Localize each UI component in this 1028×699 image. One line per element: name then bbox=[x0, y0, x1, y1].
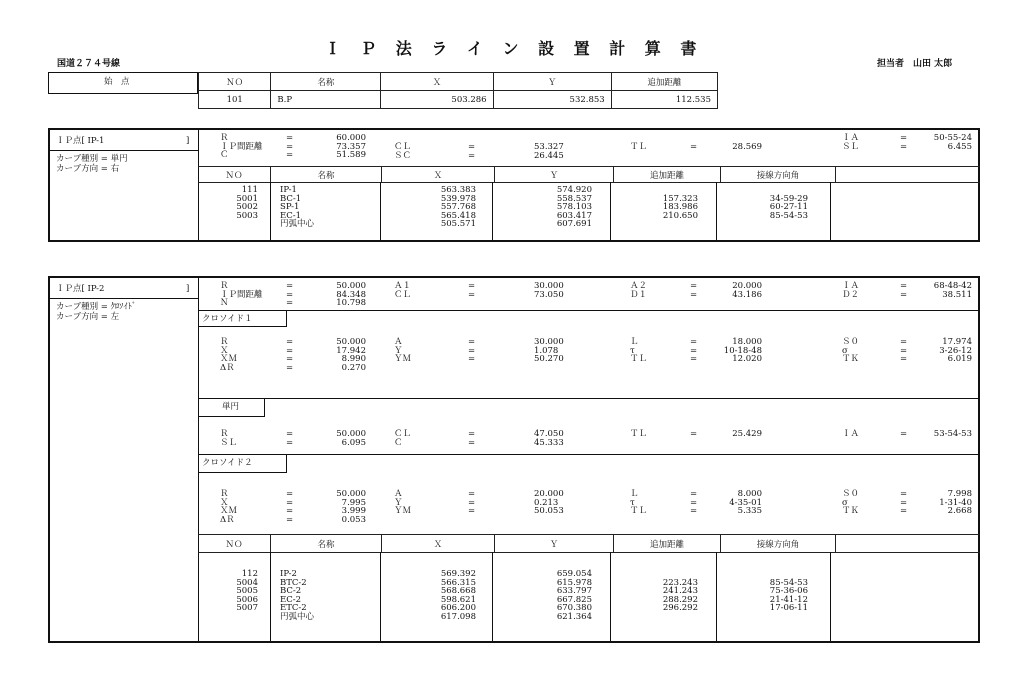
circle-eq4: = bbox=[900, 429, 908, 439]
ip2-labels2: Ａ１ ＣＬ bbox=[394, 281, 412, 300]
circle-labels2: ＣＬ Ｃ bbox=[394, 429, 412, 448]
ip1-col-blank bbox=[836, 167, 981, 183]
clothoid2-eq4: = = = bbox=[900, 489, 908, 517]
clothoid2-vals4: 7.998 1-31-40 2.668 bbox=[939, 489, 972, 517]
ip1-title: ＩＰ点[ IP-1 bbox=[56, 136, 105, 146]
start-y: 532.853 bbox=[493, 91, 611, 109]
ip2-col-dist: 追加距離 bbox=[614, 535, 721, 553]
ip1-vals3: 28.569 bbox=[732, 142, 762, 152]
ip1-col-dist: 追加距離 bbox=[614, 167, 721, 183]
clothoid1-labels4: Ｓ０ σ ＴＫ bbox=[842, 337, 860, 365]
ip2-data-x: 569.392 566.315 568.668 598.621 606.200 617.098 bbox=[440, 569, 476, 622]
circle-vals3: 25.429 bbox=[732, 429, 762, 439]
person-in-charge: 担当者 山田 太郎 bbox=[877, 59, 953, 69]
clothoid2-eq2: = = = bbox=[468, 489, 476, 517]
circle-labels1: Ｒ ＳＬ bbox=[220, 429, 238, 448]
clothoid2-vals1: 50.000 7.995 3.999 0.053 bbox=[336, 489, 366, 525]
ip1-col-name: 名称 bbox=[271, 167, 382, 183]
col-name: 名称 bbox=[271, 73, 381, 91]
ip2-col-no: ＮＯ bbox=[198, 535, 271, 553]
ip1-labels1: Ｒ ＩＰ間距離 Ｃ bbox=[220, 133, 263, 161]
ip1-labels4: ＩＡ ＳＬ bbox=[842, 133, 860, 152]
ip1-vals2: 53.327 26.445 bbox=[534, 142, 564, 161]
route-name: 国道２７４号線 bbox=[57, 59, 121, 69]
clothoid2-labels3: Ｌ τ ＴＬ bbox=[630, 489, 648, 517]
col-x: Ｘ bbox=[381, 73, 493, 91]
ip1-section bbox=[48, 128, 980, 242]
start-label: 始 点 bbox=[104, 77, 130, 87]
col-dist: 追加距離 bbox=[611, 73, 717, 91]
start-table bbox=[198, 72, 718, 109]
ip2-col-angle: 接線方向角 bbox=[721, 535, 836, 553]
start-x: 503.286 bbox=[381, 91, 493, 109]
ip2-vals3: 20.000 43.186 bbox=[732, 281, 762, 300]
ip2-curve-dir: カーブ方向 = 左 bbox=[56, 312, 120, 322]
clothoid1-vals1: 50.000 17.942 8.990 0.270 bbox=[336, 337, 366, 373]
ip2-vals1: 50.000 84.348 10.798 bbox=[336, 281, 366, 309]
clothoid1-vals3: 18.000 10-18-48 12.020 bbox=[723, 337, 762, 365]
clothoid1-vals4: 17.974 3-26-12 6.019 bbox=[939, 337, 972, 365]
ip1-labels3: ＴＬ bbox=[630, 142, 648, 152]
ip2-eq2: = = bbox=[468, 281, 476, 300]
clothoid2-labels2: Ａ Ｙ ＹＭ bbox=[394, 489, 412, 517]
ip1-col-x: Ｘ bbox=[382, 167, 495, 183]
col-no: ＮＯ bbox=[199, 73, 271, 91]
start-label-box bbox=[48, 72, 198, 94]
clothoid2-vals3: 8.000 4-35-01 5.335 bbox=[729, 489, 762, 517]
clothoid1-eq2: = = = bbox=[468, 337, 476, 365]
ip2-labels3: Ａ２ Ｄ１ bbox=[630, 281, 648, 300]
ip1-data-dist: 157.323 183.986 210.650 bbox=[662, 193, 698, 221]
clothoid2-eq1: = = = = bbox=[286, 489, 294, 525]
clothoid1-labels2: Ａ Ｙ ＹＭ bbox=[394, 337, 412, 365]
ip1-table-header bbox=[198, 166, 980, 183]
ip2-col-y: Ｙ bbox=[495, 535, 614, 553]
start-no: 101 bbox=[199, 91, 271, 109]
ip2-eq1: = = = bbox=[286, 281, 294, 309]
ip1-eq3: = bbox=[690, 142, 698, 152]
ip1-labels2: ＣＬ ＳＣ bbox=[394, 142, 412, 161]
ip1-title-bracket: ] bbox=[186, 136, 190, 146]
clothoid2-vals2: 20.000 0.213 50.053 bbox=[534, 489, 564, 517]
ip2-labels1: Ｒ ＩＰ間距離 Ｎ bbox=[220, 281, 263, 309]
ip2-curve-type: カーブ種別 = ｸﾛｿｲﾄﾞ bbox=[56, 302, 137, 312]
ip1-data-name: IP-1 BC-1 SP-1 EC-1 円弧中心 bbox=[280, 185, 315, 230]
start-name: B.P bbox=[271, 91, 381, 109]
circle-vals1: 50.000 6.095 bbox=[336, 429, 366, 448]
circle-eq3: = bbox=[690, 429, 698, 439]
ip2-col-name: 名称 bbox=[271, 535, 382, 553]
ip2-table-header bbox=[198, 534, 980, 553]
circle-labels3: ＴＬ bbox=[630, 429, 648, 439]
ip2-data-name: IP-2 BTC-2 BC-2 EC-2 ETC-2 円弧中心 bbox=[280, 569, 315, 622]
page-title: Ｉ Ｐ 法 ラ イ ン 設 置 計 算 書 bbox=[324, 39, 704, 58]
clothoid2-eq3: = = = bbox=[690, 489, 698, 517]
ip1-data-y: 574.920 558.537 578.103 603.417 607.691 bbox=[556, 185, 592, 230]
ip2-eq3: = = bbox=[690, 281, 698, 300]
ip2-title-bracket: ] bbox=[186, 284, 190, 294]
ip2-vals4: 68-48-42 38.511 bbox=[933, 281, 972, 300]
circle-eq1: = = bbox=[286, 429, 294, 448]
ip1-col-no: ＮＯ bbox=[198, 167, 271, 183]
ip1-col-angle: 接線方向角 bbox=[721, 167, 836, 183]
clothoid1-eq1: = = = = bbox=[286, 337, 294, 373]
circle-title: 単円 bbox=[222, 402, 240, 412]
ip2-data-y: 659.054 615.978 633.797 667.825 670.380 621.364 bbox=[556, 569, 592, 622]
ip2-col-blank bbox=[836, 535, 981, 553]
ip1-vals4: 50-55-24 6.455 bbox=[933, 133, 972, 152]
ip2-eq4: = = bbox=[900, 281, 908, 300]
start-dist: 112.535 bbox=[611, 91, 717, 109]
clothoid1-title: クロソイド１ bbox=[202, 314, 253, 324]
clothoid2-title: クロソイド２ bbox=[202, 458, 253, 468]
ip1-eq2: = = bbox=[468, 142, 476, 161]
clothoid1-eq4: = = = bbox=[900, 337, 908, 365]
clothoid2-labels4: Ｓ０ σ ＴＫ bbox=[842, 489, 860, 517]
ip1-eq1: = = = bbox=[286, 133, 294, 161]
circle-vals2: 47.050 45.333 bbox=[534, 429, 564, 448]
col-y: Ｙ bbox=[493, 73, 611, 91]
clothoid1-vals2: 30.000 1.078 50.270 bbox=[534, 337, 564, 365]
clothoid1-labels1: Ｒ Ｘ ＸＭ ΔＲ bbox=[220, 337, 238, 373]
circle-vals4: 53-54-53 bbox=[933, 429, 972, 439]
ip1-curve-dir: カーブ方向 = 右 bbox=[56, 164, 120, 174]
clothoid2-labels1: Ｒ Ｘ ＸＭ ΔＲ bbox=[220, 489, 238, 525]
clothoid1-eq3: = = = bbox=[690, 337, 698, 365]
ip1-curve-type: カーブ種別 = 単円 bbox=[56, 154, 128, 164]
ip2-col-x: Ｘ bbox=[382, 535, 495, 553]
ip1-vals1: 60.000 73.357 51.589 bbox=[336, 133, 366, 161]
ip2-data-dist: 223.243 241.243 288.292 296.292 bbox=[662, 577, 698, 614]
ip1-data-angle: 34-59-29 60-27-11 85-54-53 bbox=[769, 193, 808, 221]
clothoid1-labels3: Ｌ τ ＴＬ bbox=[630, 337, 648, 365]
ip2-data-no: 112 5004 5005 5006 5007 bbox=[236, 569, 258, 614]
ip1-data-x: 563.383 539.978 557.768 565.418 505.571 bbox=[440, 185, 476, 230]
ip2-vals2: 30.000 73.050 bbox=[534, 281, 564, 300]
ip2-labels4: ＩＡ Ｄ２ bbox=[842, 281, 860, 300]
circle-eq2: = = bbox=[468, 429, 476, 448]
ip1-data-no: 111 5001 5002 5003 bbox=[236, 185, 258, 221]
ip1-col-y: Ｙ bbox=[495, 167, 614, 183]
ip2-title: ＩＰ点[ IP-2 bbox=[56, 284, 105, 294]
ip2-data-angle: 85-54-53 75-36-06 21-41-12 17-06-11 bbox=[769, 577, 808, 614]
ip1-eq4: = = bbox=[900, 133, 908, 152]
circle-labels4: ＩＡ bbox=[842, 429, 860, 439]
ip2-section bbox=[48, 276, 980, 643]
